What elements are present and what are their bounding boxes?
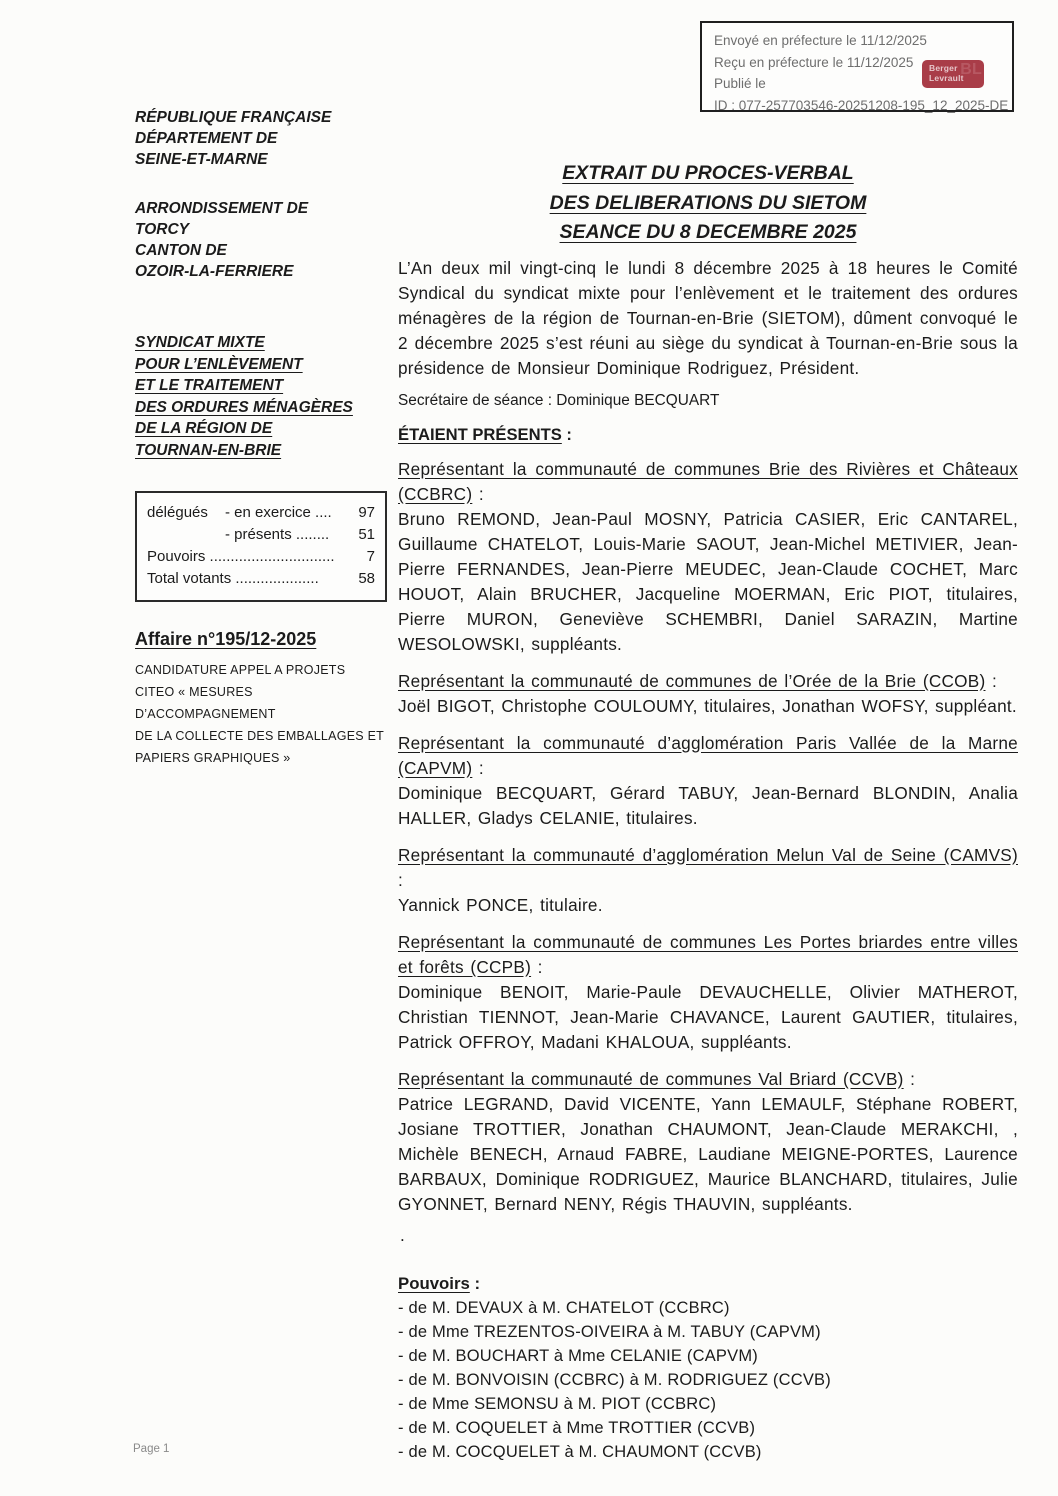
page-number: Page 1 [133,1443,170,1455]
syndicat-line: POUR L’ENLÈVEMENT [135,355,303,373]
stats-row-presents [147,524,375,546]
arrondissement-line: CANTON DE [135,242,227,259]
title-line: DES DELIBERATIONS DU SIETOM [549,191,867,214]
section-heading: Représentant la communauté de communes Val Briard (CCVB) : [398,1068,916,1089]
stamp-received-line: Reçu en préfecture le 11/12/2025 [714,54,914,70]
document-title [398,159,1018,248]
section-members: Patrice LEGRAND, David VICENTE, Yann LEMAULF, Stéphane ROBERT, Josiane TROTTIER, Jonathan CHAUMONT, Jean-Claude MERAKCHI, , Michèle BENECH, Arnaud FABRE, Laudiane MEIGNE-PORTES, Laurence BARBAUX, Dominique RODRIGUEZ, Maurice BLANCHARD, titulaires, Julie GYONNET, Bernard NENY, Régis THAUVIN, suppléants. [398,1093,1018,1214]
section-ccob [398,669,1018,719]
main-column [398,105,1018,1464]
section-members: Dominique BECQUART, Gérard TABUY, Jean-Bernard BLONDIN, Analia HALLER, Gladys CELANIE, titulaires. [398,782,1018,828]
syndicat-line: SYNDICAT MIXTE [135,334,265,351]
berger-levrault-logo-line2: Levrault [929,72,964,83]
berger-levrault-logo-line1: Berger [929,63,958,73]
pouvoir-item: - de M. DEVAUX à M. CHATELOT (CCBRC) [398,1298,730,1317]
section-capvm [398,731,1018,831]
section-heading: Représentant la communauté de communes Brie des Rivières et Châteaux (CCBRC) : [398,458,1018,504]
syndicat-line: DES ORDURES MÉNAGÈRES [135,398,353,416]
affaire-subject-line: CITEO « MESURES D’ACCOMPAGNEMENT [135,685,276,721]
pouvoirs-block [398,1272,1018,1464]
stats-presents-value: 51 [358,526,375,543]
republic-block [135,107,391,170]
section-camvs [398,843,1018,918]
pouvoir-item: - de M. COCQUELET à M. CHAUMONT (CCVB) [398,1442,762,1461]
syndicat-line: TOURNAN-EN-BRIE [135,441,282,459]
arrondissement-block [135,198,391,282]
arrondissement-line: OZOIR-LA-FERRIERE [135,263,294,280]
pouvoir-item: - de M. COQUELET à Mme TROTTIER (CCVB) [398,1418,756,1437]
republic-line: DÉPARTEMENT DE [135,130,278,147]
vote-stats-box [135,491,387,602]
stamp-published-line: Publié le [714,76,766,91]
stats-pouvoirs-label: Pouvoirs .............................. [147,548,335,565]
berger-levrault-monogram: BL [960,61,982,78]
stats-delegates-label: délégués [147,504,208,521]
stats-row-votants [147,568,375,590]
section-members: Joël BIGOT, Christophe COULOUMY, titulaires, Jonathan WOFSY, suppléant. [398,695,1017,716]
stats-votants-value: 58 [358,570,375,587]
stats-exercice-value: 97 [358,504,375,521]
pouvoir-item: - de M. BOUCHART à Mme CELANIE (CAPVM) [398,1346,758,1365]
presents-heading: ÉTAIENT PRÉSENTS : [398,424,572,444]
prefecture-stamp [700,21,1014,112]
affaire-number: Affaire n°195/12-2025 [135,629,317,649]
section-ccbrc [398,457,1018,657]
stats-spacer [147,524,225,546]
affaire-subject-line: DE LA COLLECTE DES EMBALLAGES ET [135,729,385,743]
session-intro-paragraph: L’An deux mil vingt-cinq le lundi 8 décembre 2025 à 18 heures le Comité Syndical du syndicat mixte pour l’enlèvement et le traitement des ordures ménagères de la région de Tournan-en-Brie (SIETOM), dûment convoqué le 2 décembre 2025 s’est réuni au siège du syndicat à Tournan-en-Brie sous la présidence de Monsieur Dominique Rodriguez, Président. [398,257,1018,378]
pouvoir-item: - de Mme TREZENTOS-OIVEIRA à M. TABUY (CAPVM) [398,1322,821,1341]
title-line: SEANCE DU 8 DECEMBRE 2025 [559,221,857,243]
syndicat-block [135,332,391,461]
syndicat-line: ET LE TRAITEMENT [135,377,284,394]
section-members: Yannick PONCE, titulaire. [398,894,603,915]
arrondissement-line: ARRONDISSEMENT DE [135,200,309,217]
republic-line: SEINE-ET-MARNE [135,151,268,168]
berger-levrault-logo [922,60,984,88]
pouvoir-item: - de M. BONVOISIN (CCBRC) à M. RODRIGUEZ (CCVB) [398,1370,831,1389]
arrondissement-line: TORCY [135,221,189,238]
section-ccvb [398,1067,1018,1217]
section-heading: Représentant la communauté d’agglomération Melun Val de Seine (CAMVS) : [398,844,1018,890]
section-ccpb [398,930,1018,1055]
pouvoirs-heading: Pouvoirs : [398,1273,481,1293]
stats-votants-label: Total votants .................... [147,570,319,587]
stamp-sent-line: Envoyé en préfecture le 11/12/2025 [714,33,927,48]
section-heading: Représentant la communauté de communes de l’Orée de la Brie (CCOB) : [398,670,998,691]
affaire-subject-line: CANDIDATURE APPEL A PROJETS [135,663,346,677]
stats-exercice-label: - en exercice .... [225,504,332,521]
section-members: Bruno REMOND, Jean-Paul MOSNY, Patricia CASIER, Eric CANTAREL, Guillaume CHATELOT, Louis-Marie SAOUT, Jean-Michel METIVIER, Jean-Pierre FERNANDES, Jean-Pierre MEUDEC, Jean-Claude COCHET, Marc HOUOT, Alain BRUCHER, Jacqueline MOERMAN, Eric PIOT, titulaires, Pierre MURON, Geneviève SCHEMBRI, Daniel SARAZIN, Martine WESOLOWSKI, suppléants. [398,508,1018,654]
section-heading: Représentant la communauté de communes Les Portes briardes entre villes et forêts (CCPB) : [398,931,1018,977]
left-column [135,107,391,769]
stats-row-delegates-exercice [147,502,375,524]
secretary-line: Secrétaire de séance : Dominique BECQUART [398,391,720,409]
pouvoir-item: - de Mme SEMONSU à M. PIOT (CCBRC) [398,1394,717,1413]
affaire-subject-line: PAPIERS GRAPHIQUES » [135,751,291,765]
syndicat-line: DE LA RÉGION DE [135,420,273,437]
stats-row-pouvoirs [147,546,375,568]
republic-line: RÉPUBLIQUE FRANÇAISE [135,109,332,126]
affaire-block [135,629,391,769]
stats-presents-label: - présents ........ [225,526,330,543]
stray-dot: . [400,1224,405,1245]
section-heading: Représentant la communauté d’agglomération Paris Vallée de la Marne (CAPVM) : [398,732,1018,778]
stats-pouvoirs-value: 7 [366,548,375,565]
section-members: Dominique BENOIT, Marie-Paule DEVAUCHELLE, Olivier MATHEROT, Christian TIENNOT, Jean-Marie CHAVANCE, Laurent GAUTIER, titulaires, Patrick OFFROY, Madani KHALOUA, suppléants. [398,981,1018,1052]
title-line: EXTRAIT DU PROCES-VERBAL [562,162,854,184]
stamp-id-line: ID : 077-257703546-20251208-195_12_2025-DE [714,97,1009,113]
